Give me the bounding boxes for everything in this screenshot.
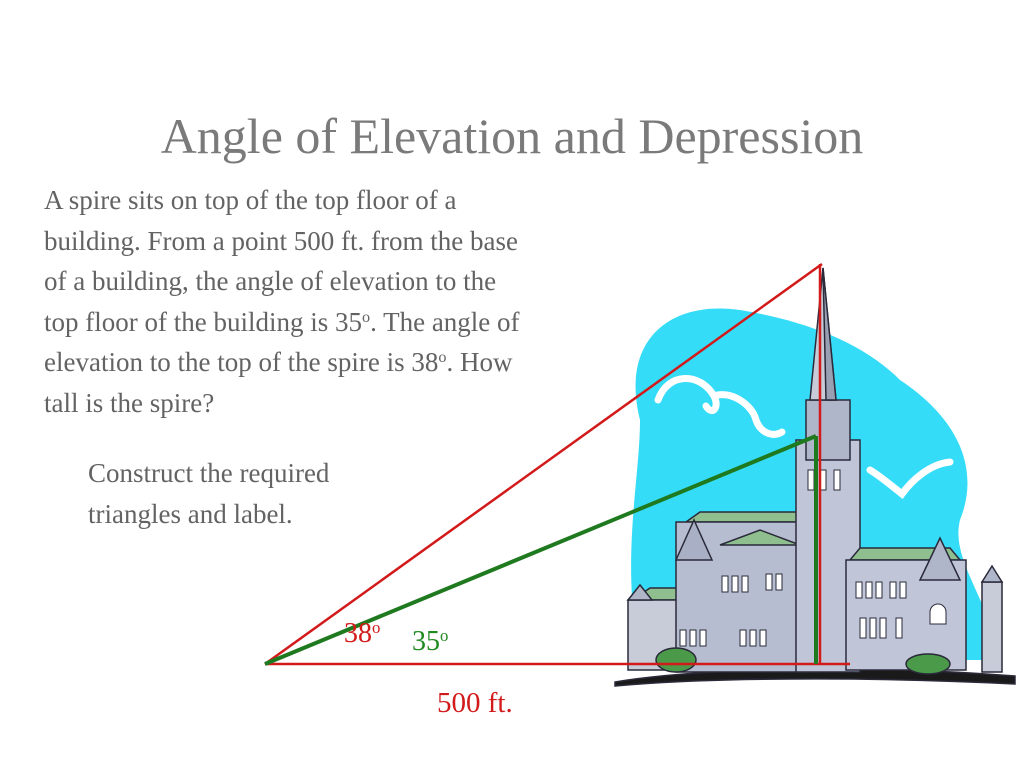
problem-line: of a building, the angle of elevation to the [44,266,497,297]
spire-shade [823,268,836,400]
degree-mark: o [438,348,447,367]
degree-mark: o [372,617,381,637]
roof-nave [686,512,812,522]
problem-line: tall is the spire? [44,387,215,418]
side-tower-right [982,582,1002,672]
problem-text-segment: . The angle of [370,306,520,337]
shrub [656,648,696,672]
degree-mark: o [440,625,449,645]
problem-line: A spire sits on top of the top floor of a [44,185,457,215]
angle-value: 38 [344,618,372,649]
angle-value: 35 [412,626,440,657]
instruction-line: triangles and label. [88,498,293,529]
angle-label-spire [344,619,380,649]
tower-upper [806,400,850,460]
problem-text-segment: elevation to the top of the spire is 38 [44,347,439,378]
shrub [906,654,950,674]
base-distance-label: 500 ft. [437,687,513,719]
problem-line: building. From a point 500 ft. from the base [44,225,518,256]
problem-text-segment: . How [446,347,513,378]
instruction-line: Construct the required [88,458,330,488]
slide-title: Angle of Elevation and Depression [160,108,864,164]
degree-mark: o [361,307,371,326]
angle-label-floor [412,627,448,657]
problem-text-segment: top floor of the building is 35 [44,306,362,337]
side-tower-cap [982,566,1002,582]
